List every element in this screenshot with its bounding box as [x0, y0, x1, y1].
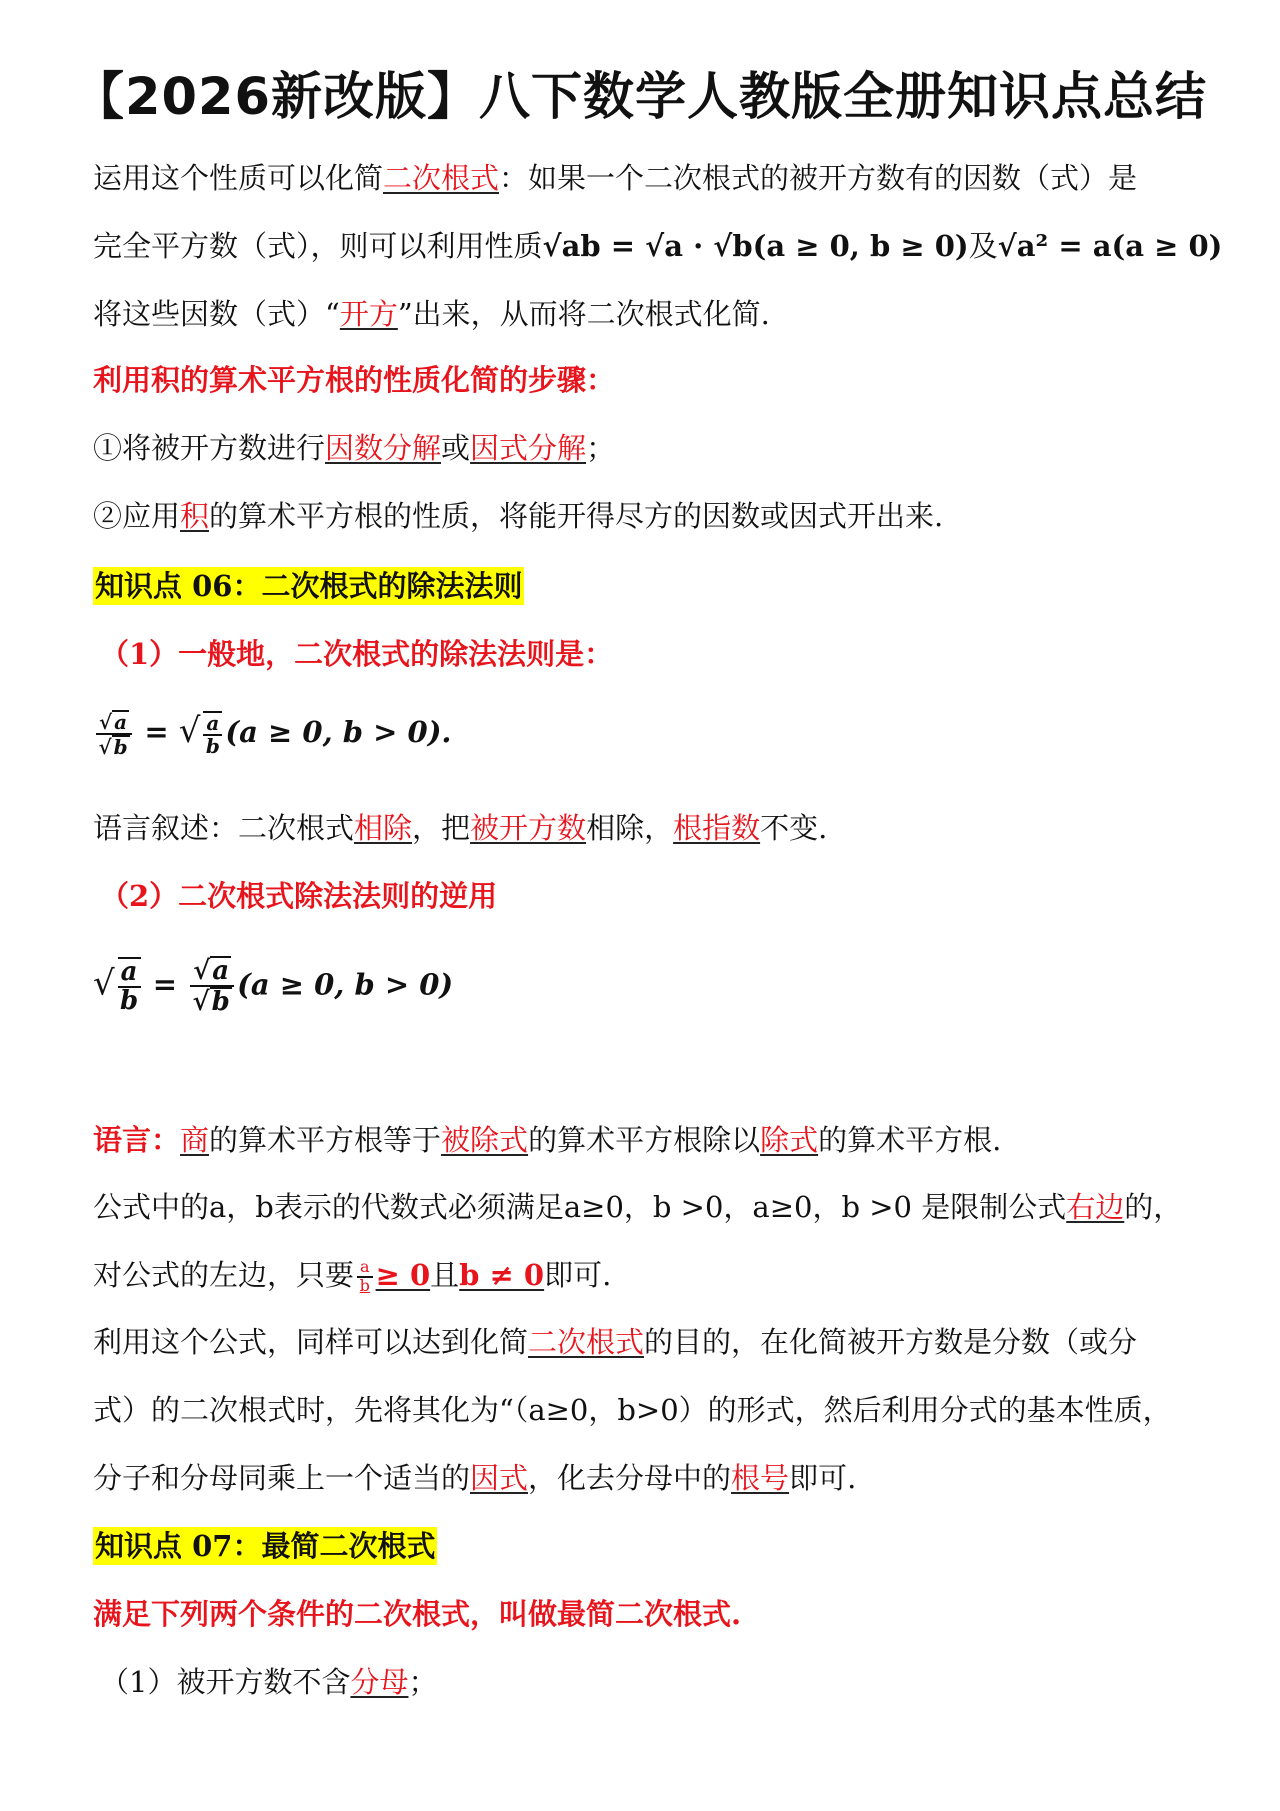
text: ：如果一个二次根式的被开方数有的因数（式）是	[499, 161, 1138, 195]
text: 语言叙述：二次根式	[93, 811, 355, 845]
underlined-keyword: 根指数	[673, 811, 761, 845]
text: 运用这个性质可以化简	[93, 161, 384, 195]
text: 相除，	[586, 811, 674, 845]
rule-2: （2）二次根式除法法则的逆用	[100, 879, 498, 913]
underlined-keyword: 根号	[731, 1461, 790, 1495]
text: 的算术平方根除以	[528, 1123, 761, 1157]
text: 将这些因数（式）“	[93, 297, 340, 331]
text: ①将被开方数进行	[93, 431, 326, 465]
para3-line3	[93, 1458, 856, 1498]
text: 的目的，在化简被开方数是分数（或分	[644, 1325, 1138, 1359]
text: 即可.	[789, 1461, 857, 1495]
underlined-keyword: 积	[180, 499, 210, 533]
underlined-inequality: ≥ 0	[375, 1258, 431, 1292]
text: 对公式的左边，只要	[93, 1258, 355, 1292]
page-title: 【2026新改版】八下数学人教版全册知识点总结	[73, 68, 1207, 127]
underlined-inequality: b ≠ 0	[459, 1258, 545, 1292]
a-over-b-fraction: $\frac{a}{b}$	[357, 1259, 373, 1295]
text: 不变.	[760, 811, 828, 845]
formula-fraction-right: $\frac{√a}{√b}$	[190, 956, 234, 1017]
para3-line1	[93, 1322, 1137, 1362]
text: 的算术平方根等于	[209, 1123, 442, 1157]
formula-fraction-left: $\frac{√ a}{√ b}$	[96, 710, 132, 758]
underlined-keyword: 被开方数	[470, 811, 587, 845]
text: 即可.	[544, 1258, 612, 1292]
underlined-keyword: 二次根式	[528, 1325, 645, 1359]
para1-line1	[93, 158, 1137, 198]
text: ”出来，从而将二次根式化简.	[397, 297, 770, 331]
text: 分子和分母同乘上一个适当的	[93, 1461, 471, 1495]
underlined-keyword: 商	[180, 1123, 210, 1157]
para1-line3	[93, 294, 770, 334]
text: 的算术平方根.	[818, 1123, 1002, 1157]
condition-1	[100, 1662, 437, 1702]
language-statement-1	[93, 808, 827, 848]
formula-condition: (a ≥ 0, b > 0)	[237, 967, 454, 1002]
underlined-keyword: 开方	[339, 297, 398, 331]
knowledge-point-07	[93, 1526, 437, 1566]
highlighted-heading: 知识点 06：二次根式的除法法则	[95, 569, 523, 603]
text: ；	[586, 431, 616, 465]
para1-line2	[93, 226, 1222, 266]
step-1	[93, 428, 615, 468]
text: 的算术平方根的性质，将能开得尽方的因数或因式开出来.	[209, 499, 944, 533]
label: 语言：	[93, 1123, 181, 1157]
inverse-division-formula: √ $\frac{a}{b}$ = $\frac{√a}{√b}$ (a ≥ 0, b > 0)	[93, 956, 454, 1018]
text: （1）被开方数不含	[100, 1665, 351, 1699]
square-root-formula: √a² = a(a ≥ 0)	[997, 229, 1223, 263]
underlined-keyword: 除式	[760, 1123, 819, 1157]
steps-heading: 利用积的算术平方根的性质化简的步骤：	[93, 363, 616, 397]
text: 公式中的a，b表示的代数式必须满足a≥0，b >0，a≥0，b >0 是限制公式	[93, 1190, 1067, 1224]
formula-condition: (a ≥ 0, b > 0).	[225, 715, 452, 749]
underlined-keyword: 相除	[354, 811, 413, 845]
underlined-keyword: 二次根式	[383, 161, 500, 195]
underlined-keyword: 右边	[1066, 1190, 1125, 1224]
text: ，化去分母中的	[528, 1461, 732, 1495]
formula-fraction-left: $\frac{a}{b}$	[118, 957, 141, 1016]
para2-line1	[93, 1187, 1182, 1227]
formula-fraction-right: $\frac{a}{b}$	[203, 711, 222, 757]
division-formula: $\frac{√ a}{√ b}$ = √ $\frac{a}{b}$ (a ≥ 0, b > 0).	[93, 710, 452, 758]
underlined-keyword: 因式	[470, 1461, 529, 1495]
underlined-keyword: 被除式	[441, 1123, 529, 1157]
para3-line2: 式）的二次根式时，先将其化为“（a≥0，b>0）的形式，然后利用分式的基本性质，	[93, 1393, 1172, 1427]
text: 且	[430, 1258, 460, 1292]
text: ；	[408, 1665, 438, 1699]
rule-1: （1）一般地，二次根式的除法法则是：	[100, 637, 614, 671]
text: 利用这个公式，同样可以达到化简	[93, 1325, 529, 1359]
text: 完全平方数（式），则可以利用性质	[93, 229, 543, 263]
language-statement-2	[93, 1120, 1001, 1160]
text: 或	[441, 431, 471, 465]
highlighted-heading: 知识点 07：最简二次根式	[95, 1529, 436, 1563]
underlined-keyword: 分母	[350, 1665, 409, 1699]
underlined-keyword: 因式分解	[470, 431, 587, 465]
simplest-definition: 满足下列两个条件的二次根式，叫做最简二次根式.	[93, 1597, 742, 1631]
product-root-formula: √ab = √a · √b(a ≥ 0, b ≥ 0)	[542, 229, 969, 263]
para2-line2	[93, 1255, 611, 1295]
underlined-keyword: 因数分解	[325, 431, 442, 465]
text: 的，	[1124, 1190, 1183, 1224]
text: ，把	[412, 811, 471, 845]
text: 及	[968, 229, 998, 263]
step-2	[93, 496, 943, 536]
knowledge-point-06	[93, 566, 524, 606]
text: ②应用	[93, 499, 181, 533]
